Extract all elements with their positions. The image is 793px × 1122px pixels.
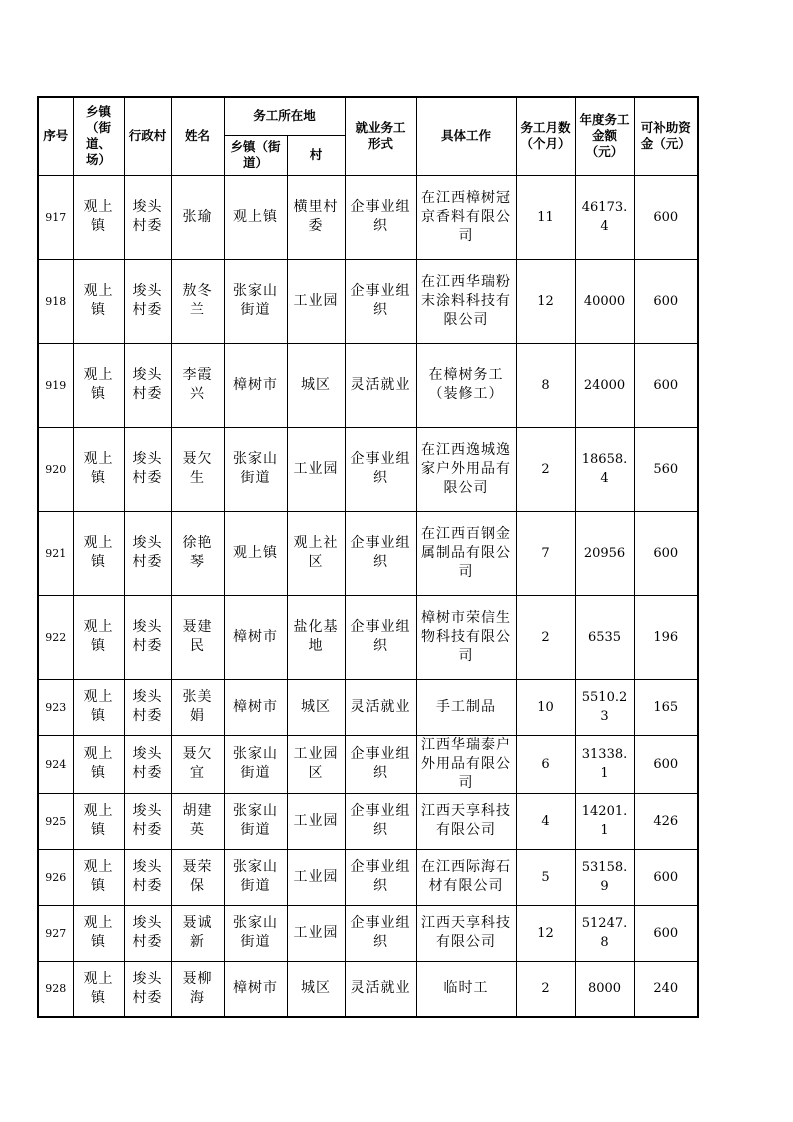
cell-name: 敖冬兰 xyxy=(171,259,224,343)
cell-subsidy: 560 xyxy=(634,427,698,511)
cell-admin-village: 埈头村委 xyxy=(124,427,171,511)
cell-annual-amount: 24000 xyxy=(575,343,634,427)
cell-job: 临时工 xyxy=(416,961,516,1017)
cell-seq: 925 xyxy=(38,793,73,849)
cell-name: 聂欠宜 xyxy=(171,735,224,793)
cell-employment-form: 灵活就业 xyxy=(345,343,416,427)
header-employment-form: 就业务工形式 xyxy=(345,97,416,175)
header-job: 具体工作 xyxy=(416,97,516,175)
cell-work-town: 樟树市 xyxy=(224,679,287,735)
cell-months: 2 xyxy=(516,961,575,1017)
cell-employment-form: 企事业组织 xyxy=(345,259,416,343)
header-admin-village: 行政村 xyxy=(124,97,171,175)
cell-name: 聂欠生 xyxy=(171,427,224,511)
cell-subsidy: 600 xyxy=(634,259,698,343)
cell-job: 手工制品 xyxy=(416,679,516,735)
header-months: 务工月数（个月） xyxy=(516,97,575,175)
cell-name: 聂柳海 xyxy=(171,961,224,1017)
cell-admin-village: 埈头村委 xyxy=(124,961,171,1017)
cell-seq: 917 xyxy=(38,175,73,259)
cell-town: 观上镇 xyxy=(73,793,124,849)
table-row xyxy=(38,793,698,849)
cell-name: 聂荣保 xyxy=(171,849,224,905)
cell-subsidy: 196 xyxy=(634,595,698,679)
header-workplace: 务工所在地 xyxy=(224,97,345,135)
cell-annual-amount: 6535 xyxy=(575,595,634,679)
cell-employment-form: 企事业组织 xyxy=(345,511,416,595)
cell-seq: 921 xyxy=(38,511,73,595)
header-name: 姓名 xyxy=(171,97,224,175)
header-town: 乡镇（街道、场） xyxy=(73,97,124,175)
cell-seq: 924 xyxy=(38,735,73,793)
cell-employment-form: 企事业组织 xyxy=(345,427,416,511)
table-row xyxy=(38,849,698,905)
cell-work-village: 观上社区 xyxy=(287,511,345,595)
cell-admin-village: 埈头村委 xyxy=(124,735,171,793)
cell-seq: 919 xyxy=(38,343,73,427)
cell-seq: 923 xyxy=(38,679,73,735)
cell-admin-village: 埈头村委 xyxy=(124,343,171,427)
cell-seq: 920 xyxy=(38,427,73,511)
cell-employment-form: 企事业组织 xyxy=(345,175,416,259)
cell-annual-amount: 5510.23 xyxy=(575,679,634,735)
cell-annual-amount: 14201.1 xyxy=(575,793,634,849)
cell-work-village: 工业园 xyxy=(287,259,345,343)
cell-job: 在江西樟树冠京香料有限公司 xyxy=(416,175,516,259)
cell-town: 观上镇 xyxy=(73,343,124,427)
cell-work-town: 张家山街道 xyxy=(224,793,287,849)
cell-admin-village: 埈头村委 xyxy=(124,511,171,595)
cell-subsidy: 600 xyxy=(634,343,698,427)
cell-months: 2 xyxy=(516,595,575,679)
header-work-town: 乡镇（街道） xyxy=(224,135,287,175)
table-row xyxy=(38,735,698,793)
cell-subsidy: 240 xyxy=(634,961,698,1017)
header-annual-amount: 年度务工金额（元） xyxy=(575,97,634,175)
cell-job: 在江西逸城逸家户外用品有限公司 xyxy=(416,427,516,511)
cell-annual-amount: 51247.8 xyxy=(575,905,634,961)
cell-employment-form: 企事业组织 xyxy=(345,793,416,849)
cell-annual-amount: 18658.4 xyxy=(575,427,634,511)
cell-job: 江西天享科技有限公司 xyxy=(416,793,516,849)
cell-months: 12 xyxy=(516,259,575,343)
cell-employment-form: 企事业组织 xyxy=(345,849,416,905)
cell-subsidy: 600 xyxy=(634,175,698,259)
cell-town: 观上镇 xyxy=(73,735,124,793)
cell-work-town: 张家山街道 xyxy=(224,905,287,961)
cell-work-town: 张家山街道 xyxy=(224,427,287,511)
cell-annual-amount: 8000 xyxy=(575,961,634,1017)
table-row xyxy=(38,961,698,1017)
cell-job: 在江西百钢金属制品有限公司 xyxy=(416,511,516,595)
cell-town: 观上镇 xyxy=(73,427,124,511)
cell-name: 聂诚新 xyxy=(171,905,224,961)
cell-town: 观上镇 xyxy=(73,511,124,595)
header-subsidy: 可补助资金（元） xyxy=(634,97,698,175)
cell-subsidy: 600 xyxy=(634,905,698,961)
cell-employment-form: 企事业组织 xyxy=(345,735,416,793)
cell-annual-amount: 40000 xyxy=(575,259,634,343)
cell-seq: 927 xyxy=(38,905,73,961)
table-row xyxy=(38,427,698,511)
cell-months: 4 xyxy=(516,793,575,849)
cell-town: 观上镇 xyxy=(73,259,124,343)
cell-job: 江西天享科技有限公司 xyxy=(416,905,516,961)
cell-work-town: 樟树市 xyxy=(224,595,287,679)
table-row xyxy=(38,259,698,343)
cell-work-village: 工业园区 xyxy=(287,735,345,793)
cell-work-town: 观上镇 xyxy=(224,175,287,259)
cell-work-town: 张家山街道 xyxy=(224,259,287,343)
subsidy-table xyxy=(37,96,699,1018)
table-row xyxy=(38,679,698,735)
cell-work-village: 工业园 xyxy=(287,793,345,849)
cell-work-village: 工业园 xyxy=(287,849,345,905)
cell-work-town: 张家山街道 xyxy=(224,735,287,793)
cell-months: 6 xyxy=(516,735,575,793)
cell-seq: 926 xyxy=(38,849,73,905)
cell-job: 江西华瑞泰户外用品有限公司 xyxy=(416,735,516,793)
cell-subsidy: 600 xyxy=(634,735,698,793)
cell-job: 在江西际海石材有限公司 xyxy=(416,849,516,905)
cell-admin-village: 埈头村委 xyxy=(124,849,171,905)
cell-admin-village: 埈头村委 xyxy=(124,259,171,343)
cell-town: 观上镇 xyxy=(73,175,124,259)
cell-annual-amount: 46173.4 xyxy=(575,175,634,259)
cell-subsidy: 600 xyxy=(634,511,698,595)
table-row xyxy=(38,905,698,961)
table-body xyxy=(38,97,698,1017)
cell-work-town: 张家山街道 xyxy=(224,849,287,905)
cell-subsidy: 165 xyxy=(634,679,698,735)
cell-town: 观上镇 xyxy=(73,961,124,1017)
cell-admin-village: 埈头村委 xyxy=(124,175,171,259)
cell-name: 李霞兴 xyxy=(171,343,224,427)
cell-employment-form: 企事业组织 xyxy=(345,595,416,679)
cell-town: 观上镇 xyxy=(73,905,124,961)
table-row xyxy=(38,343,698,427)
cell-name: 张美娟 xyxy=(171,679,224,735)
cell-subsidy: 600 xyxy=(634,849,698,905)
cell-annual-amount: 31338.1 xyxy=(575,735,634,793)
header-row-1 xyxy=(38,97,698,135)
cell-name: 张瑜 xyxy=(171,175,224,259)
cell-job: 在樟树务工（装修工） xyxy=(416,343,516,427)
cell-work-village: 工业园 xyxy=(287,427,345,511)
cell-work-town: 樟树市 xyxy=(224,343,287,427)
cell-subsidy: 426 xyxy=(634,793,698,849)
cell-admin-village: 埈头村委 xyxy=(124,793,171,849)
table-row xyxy=(38,511,698,595)
cell-seq: 928 xyxy=(38,961,73,1017)
cell-job: 在江西华瑞粉末涂料科技有限公司 xyxy=(416,259,516,343)
cell-seq: 922 xyxy=(38,595,73,679)
cell-employment-form: 灵活就业 xyxy=(345,961,416,1017)
cell-work-town: 观上镇 xyxy=(224,511,287,595)
cell-work-town: 樟树市 xyxy=(224,961,287,1017)
cell-admin-village: 埈头村委 xyxy=(124,595,171,679)
cell-work-village: 城区 xyxy=(287,343,345,427)
cell-months: 2 xyxy=(516,427,575,511)
cell-town: 观上镇 xyxy=(73,679,124,735)
cell-name: 徐艳琴 xyxy=(171,511,224,595)
cell-months: 10 xyxy=(516,679,575,735)
cell-employment-form: 企事业组织 xyxy=(345,905,416,961)
cell-months: 8 xyxy=(516,343,575,427)
table-row xyxy=(38,595,698,679)
cell-months: 7 xyxy=(516,511,575,595)
cell-town: 观上镇 xyxy=(73,849,124,905)
cell-annual-amount: 20956 xyxy=(575,511,634,595)
cell-employment-form: 灵活就业 xyxy=(345,679,416,735)
cell-work-village: 工业园 xyxy=(287,905,345,961)
header-work-village: 村 xyxy=(287,135,345,175)
cell-annual-amount: 53158.9 xyxy=(575,849,634,905)
cell-months: 5 xyxy=(516,849,575,905)
cell-name: 胡建英 xyxy=(171,793,224,849)
cell-work-village: 横里村委 xyxy=(287,175,345,259)
cell-name: 聂建民 xyxy=(171,595,224,679)
cell-work-village: 城区 xyxy=(287,961,345,1017)
cell-town: 观上镇 xyxy=(73,595,124,679)
cell-admin-village: 埈头村委 xyxy=(124,905,171,961)
cell-months: 12 xyxy=(516,905,575,961)
cell-work-village: 城区 xyxy=(287,679,345,735)
cell-job: 樟树市荣信生物科技有限公司 xyxy=(416,595,516,679)
cell-work-village: 盐化基地 xyxy=(287,595,345,679)
cell-seq: 918 xyxy=(38,259,73,343)
header-seq: 序号 xyxy=(38,97,73,175)
table-row xyxy=(38,175,698,259)
cell-months: 11 xyxy=(516,175,575,259)
cell-admin-village: 埈头村委 xyxy=(124,679,171,735)
